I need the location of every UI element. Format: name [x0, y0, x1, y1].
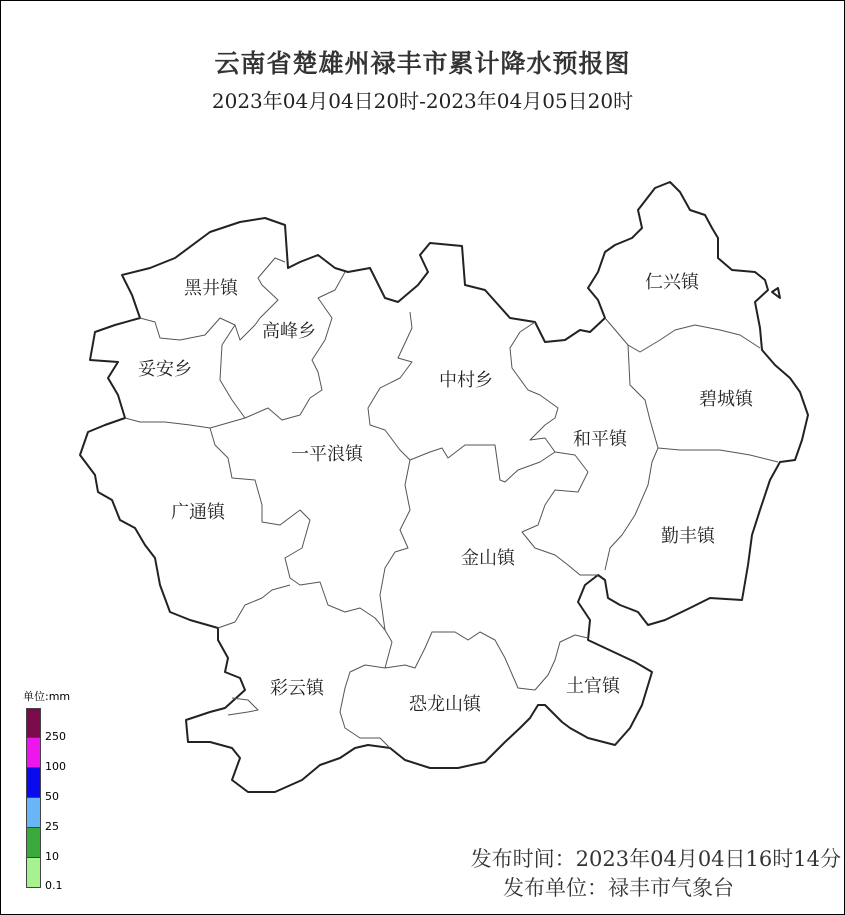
precipitation-legend [18, 686, 88, 896]
boundary-bicheng [658, 448, 778, 462]
town-label: 和平镇 [573, 429, 627, 450]
boundary-gaofeng [220, 272, 345, 420]
legend-tick: 25 [45, 820, 59, 833]
boundary-heping [522, 452, 598, 575]
town-label: 中村乡 [439, 370, 493, 391]
legend-tick: 10 [45, 850, 59, 863]
legend-swatch-10 [26, 827, 41, 858]
boundary-jinshan-south [385, 632, 535, 690]
legend-swatch-250 [26, 708, 41, 738]
town-label: 勤丰镇 [661, 526, 715, 547]
town-label: 土官镇 [566, 676, 620, 697]
issue-time: 发布时间：2023年04月04日16时14分 [470, 847, 841, 871]
boundary-caiyun-east [340, 665, 390, 748]
boundary-yipinglang-east [368, 312, 412, 630]
town-label: 广通镇 [171, 502, 225, 523]
legend-swatch-25 [26, 797, 41, 828]
town-label: 彩云镇 [270, 678, 324, 699]
town-label: 恐龙山镇 [409, 694, 481, 715]
legend-tick: 250 [45, 730, 66, 743]
boundary-renxing [628, 325, 760, 352]
legend-swatch-50 [26, 767, 41, 798]
legend-swatch-100 [26, 737, 41, 768]
legend-tick: 100 [45, 760, 66, 773]
boundary-zhongcun [410, 322, 558, 482]
town-label: 一平浪镇 [291, 444, 363, 465]
map-subtitle: 2023年04月04日20时-2023年04月05日20时 [211, 89, 634, 113]
town-label: 高峰乡 [262, 321, 316, 342]
enclave-boundary [772, 288, 780, 298]
boundary-tuoan [125, 418, 245, 428]
legend-tick: 0.1 [45, 879, 63, 892]
town-label: 黑井镇 [184, 278, 238, 299]
town-label: 金山镇 [461, 548, 515, 569]
town-label: 妥安乡 [138, 359, 192, 380]
legend-unit: 单位:mm [23, 690, 71, 703]
legend-tick: 50 [45, 790, 59, 803]
issue-unit: 发布单位：禄丰市气象台 [503, 876, 734, 900]
town-label: 仁兴镇 [645, 272, 699, 293]
map-title: 云南省楚雄州禄丰市累计降水预报图 [214, 49, 631, 78]
town-label: 碧城镇 [699, 389, 753, 410]
legend-swatch-0-1 [26, 857, 41, 888]
boundary-caiyun [218, 585, 290, 628]
